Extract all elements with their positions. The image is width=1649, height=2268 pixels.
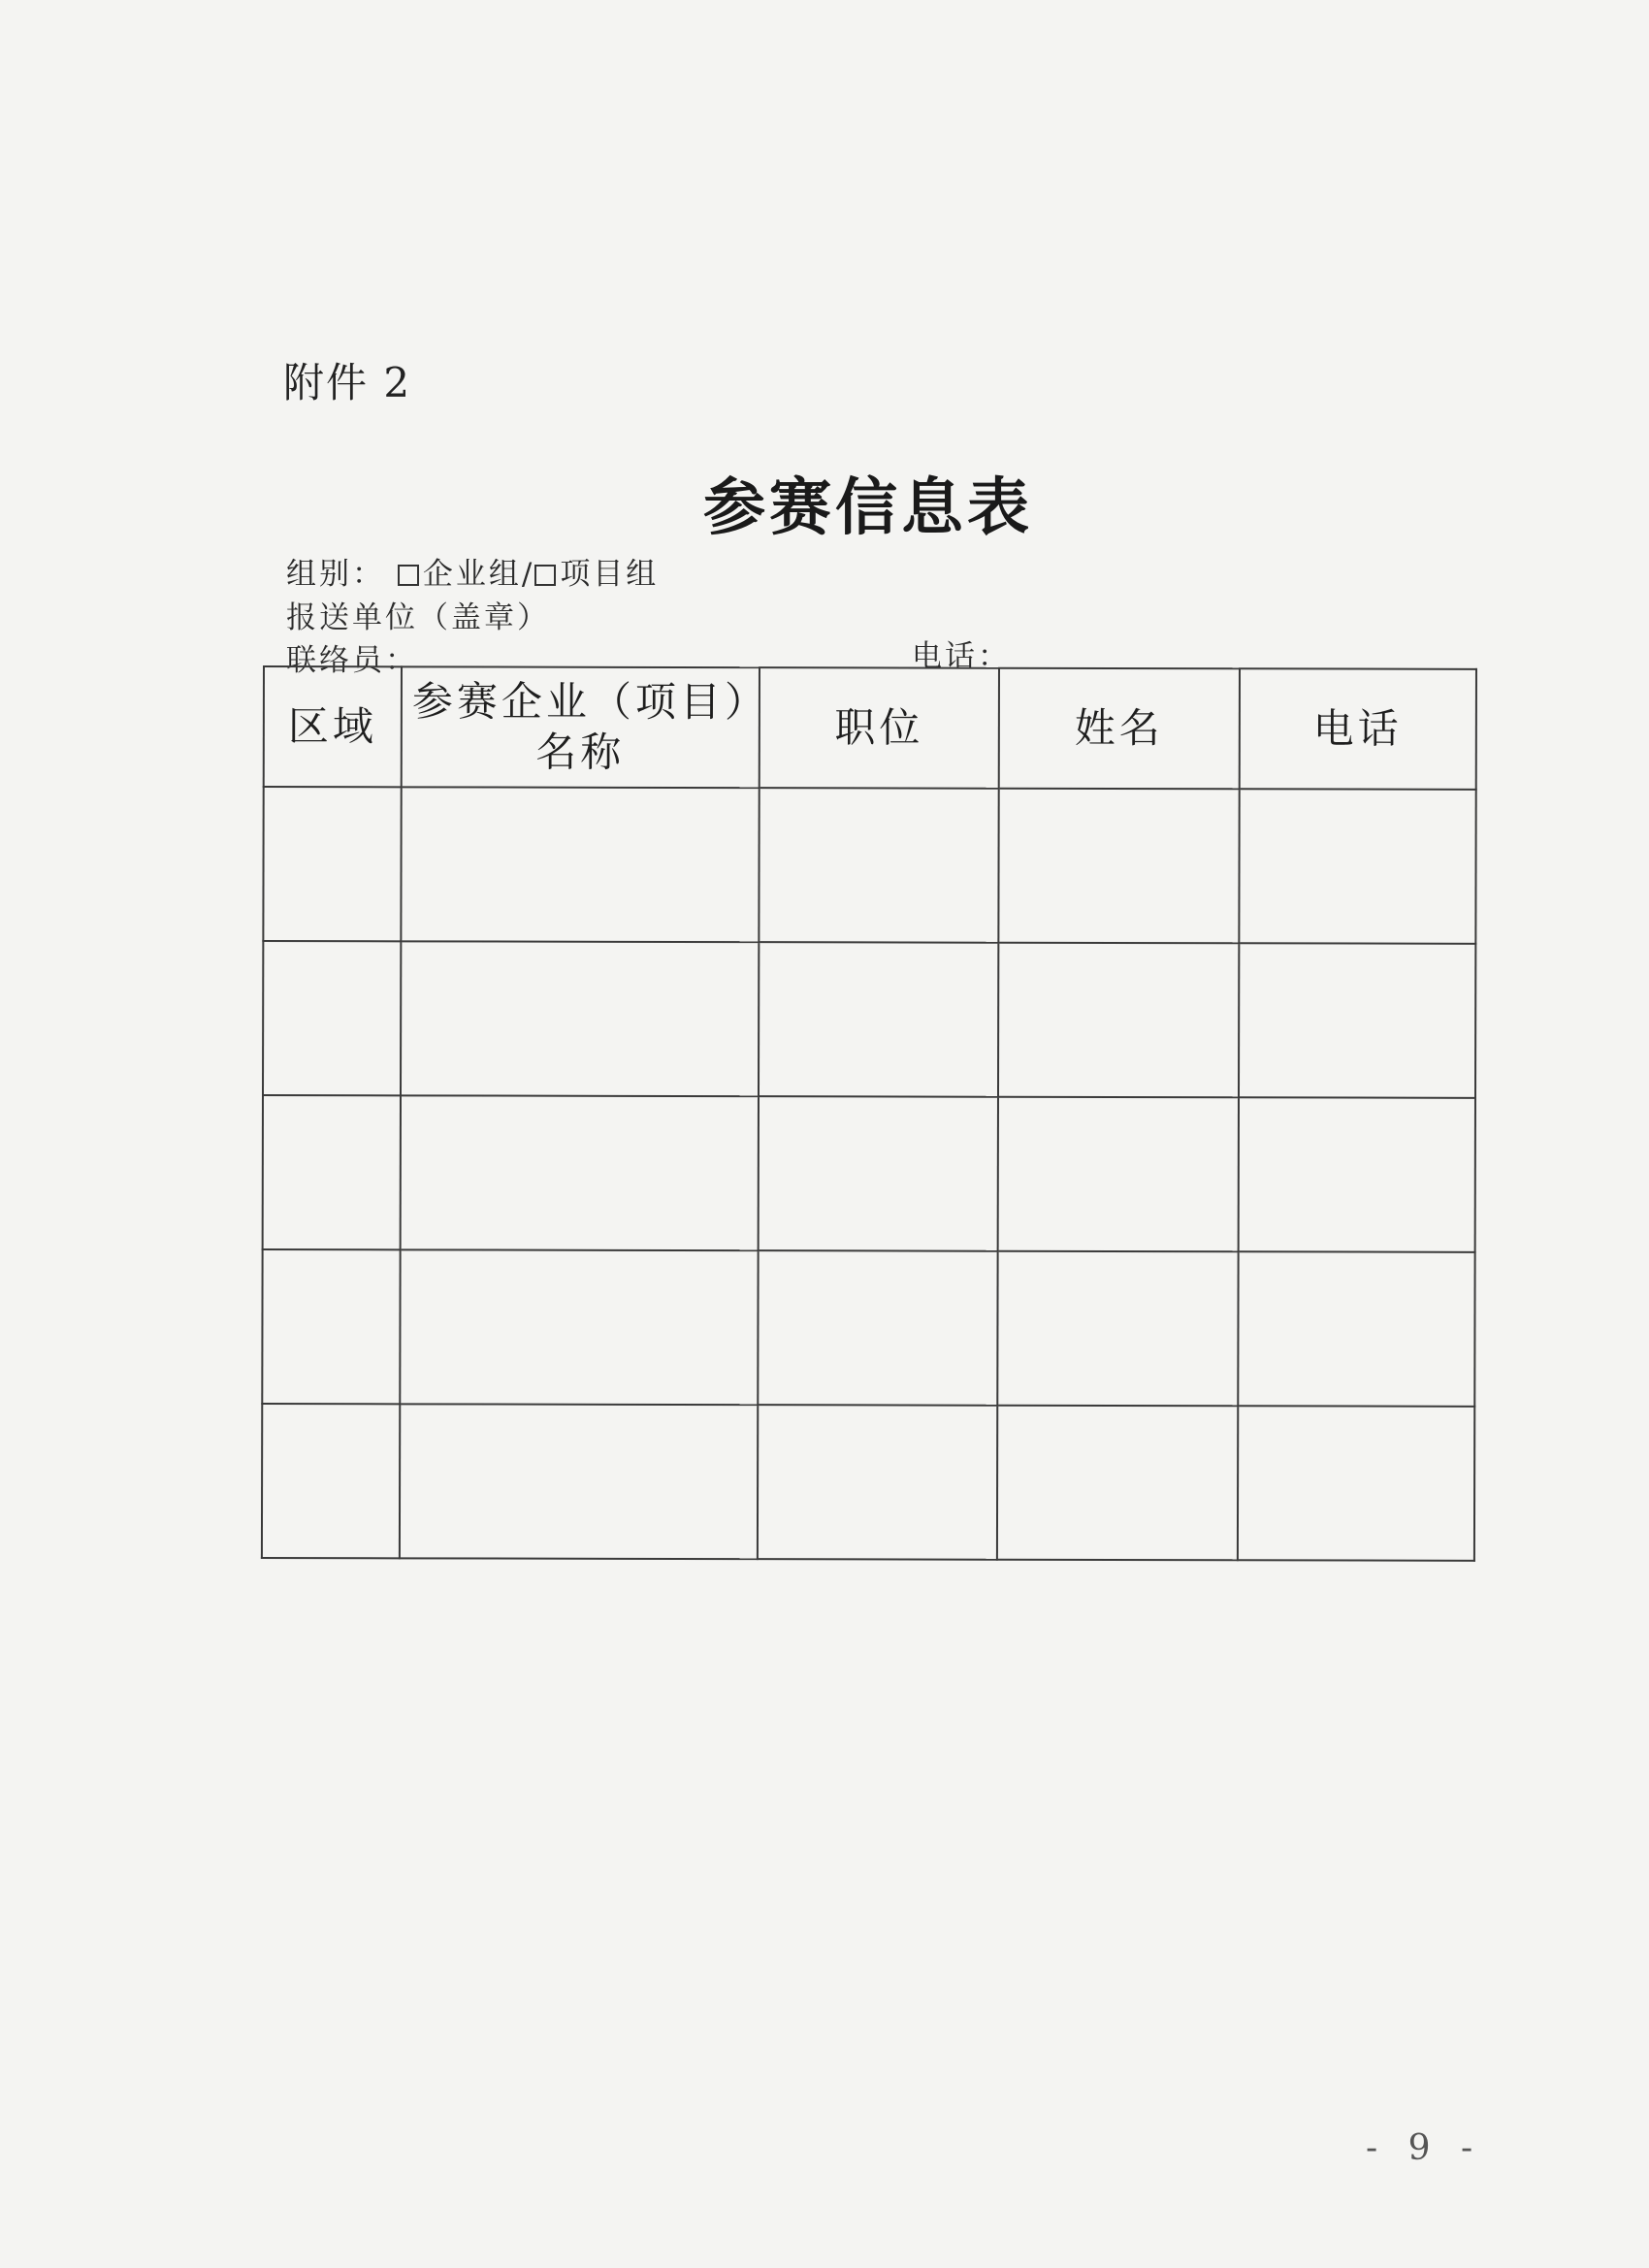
table-row — [263, 941, 1475, 1098]
enterprise-group-checkbox[interactable] — [398, 565, 419, 586]
phone-cell[interactable] — [1238, 1406, 1475, 1561]
region-cell[interactable] — [263, 787, 402, 941]
phone-cell[interactable] — [1239, 943, 1476, 1098]
region-cell[interactable] — [263, 1095, 402, 1249]
company-name-cell[interactable] — [402, 787, 760, 942]
phone-cell[interactable] — [1239, 789, 1476, 944]
project-group-checkbox[interactable] — [534, 565, 556, 586]
company-name-cell[interactable] — [401, 1095, 759, 1250]
form-title: 参赛信息表 — [703, 471, 1033, 544]
region-cell[interactable] — [262, 1404, 401, 1558]
page-number: - 9 - — [1366, 2128, 1483, 2168]
name-cell[interactable] — [997, 1406, 1238, 1561]
phone-cell[interactable] — [1238, 1251, 1475, 1407]
contact-person-label: 联络员： — [286, 643, 418, 678]
name-cell[interactable] — [998, 1251, 1239, 1407]
table-row — [263, 1095, 1475, 1252]
header-name: 姓名 — [999, 668, 1240, 790]
project-group-option: 项目组 — [560, 557, 660, 592]
company-name-cell[interactable] — [400, 1249, 758, 1405]
company-name-cell[interactable] — [401, 941, 759, 1096]
attachment-label: 附件 2 — [283, 359, 412, 406]
company-name-cell[interactable] — [400, 1404, 758, 1559]
enterprise-group-option: 企业组/ — [422, 557, 535, 592]
header-phone: 电话 — [1239, 668, 1476, 790]
name-cell[interactable] — [999, 789, 1240, 944]
group-line — [286, 549, 659, 593]
position-cell[interactable] — [758, 1405, 998, 1560]
region-cell[interactable] — [262, 1249, 401, 1404]
header-region: 区域 — [264, 666, 402, 787]
header-position: 职位 — [760, 667, 1000, 789]
submitting-unit-label: 报送单位（盖章） — [286, 600, 550, 635]
contact-phone-label: 电话： — [912, 639, 1011, 674]
table-row — [262, 1404, 1474, 1561]
table-row — [263, 787, 1475, 944]
group-label: 组别： — [286, 557, 385, 592]
header-company-name: 参赛企业（项目）名称 — [402, 666, 760, 788]
table-row — [262, 1249, 1474, 1407]
position-cell[interactable] — [759, 788, 999, 943]
entry-info-table — [261, 665, 1477, 1562]
name-cell[interactable] — [998, 943, 1239, 1098]
phone-cell[interactable] — [1238, 1097, 1475, 1252]
region-cell[interactable] — [263, 941, 402, 1095]
position-cell[interactable] — [759, 1096, 999, 1251]
name-cell[interactable] — [998, 1097, 1239, 1252]
table-header-row — [264, 666, 1476, 790]
position-cell[interactable] — [758, 1250, 998, 1406]
position-cell[interactable] — [759, 942, 999, 1097]
